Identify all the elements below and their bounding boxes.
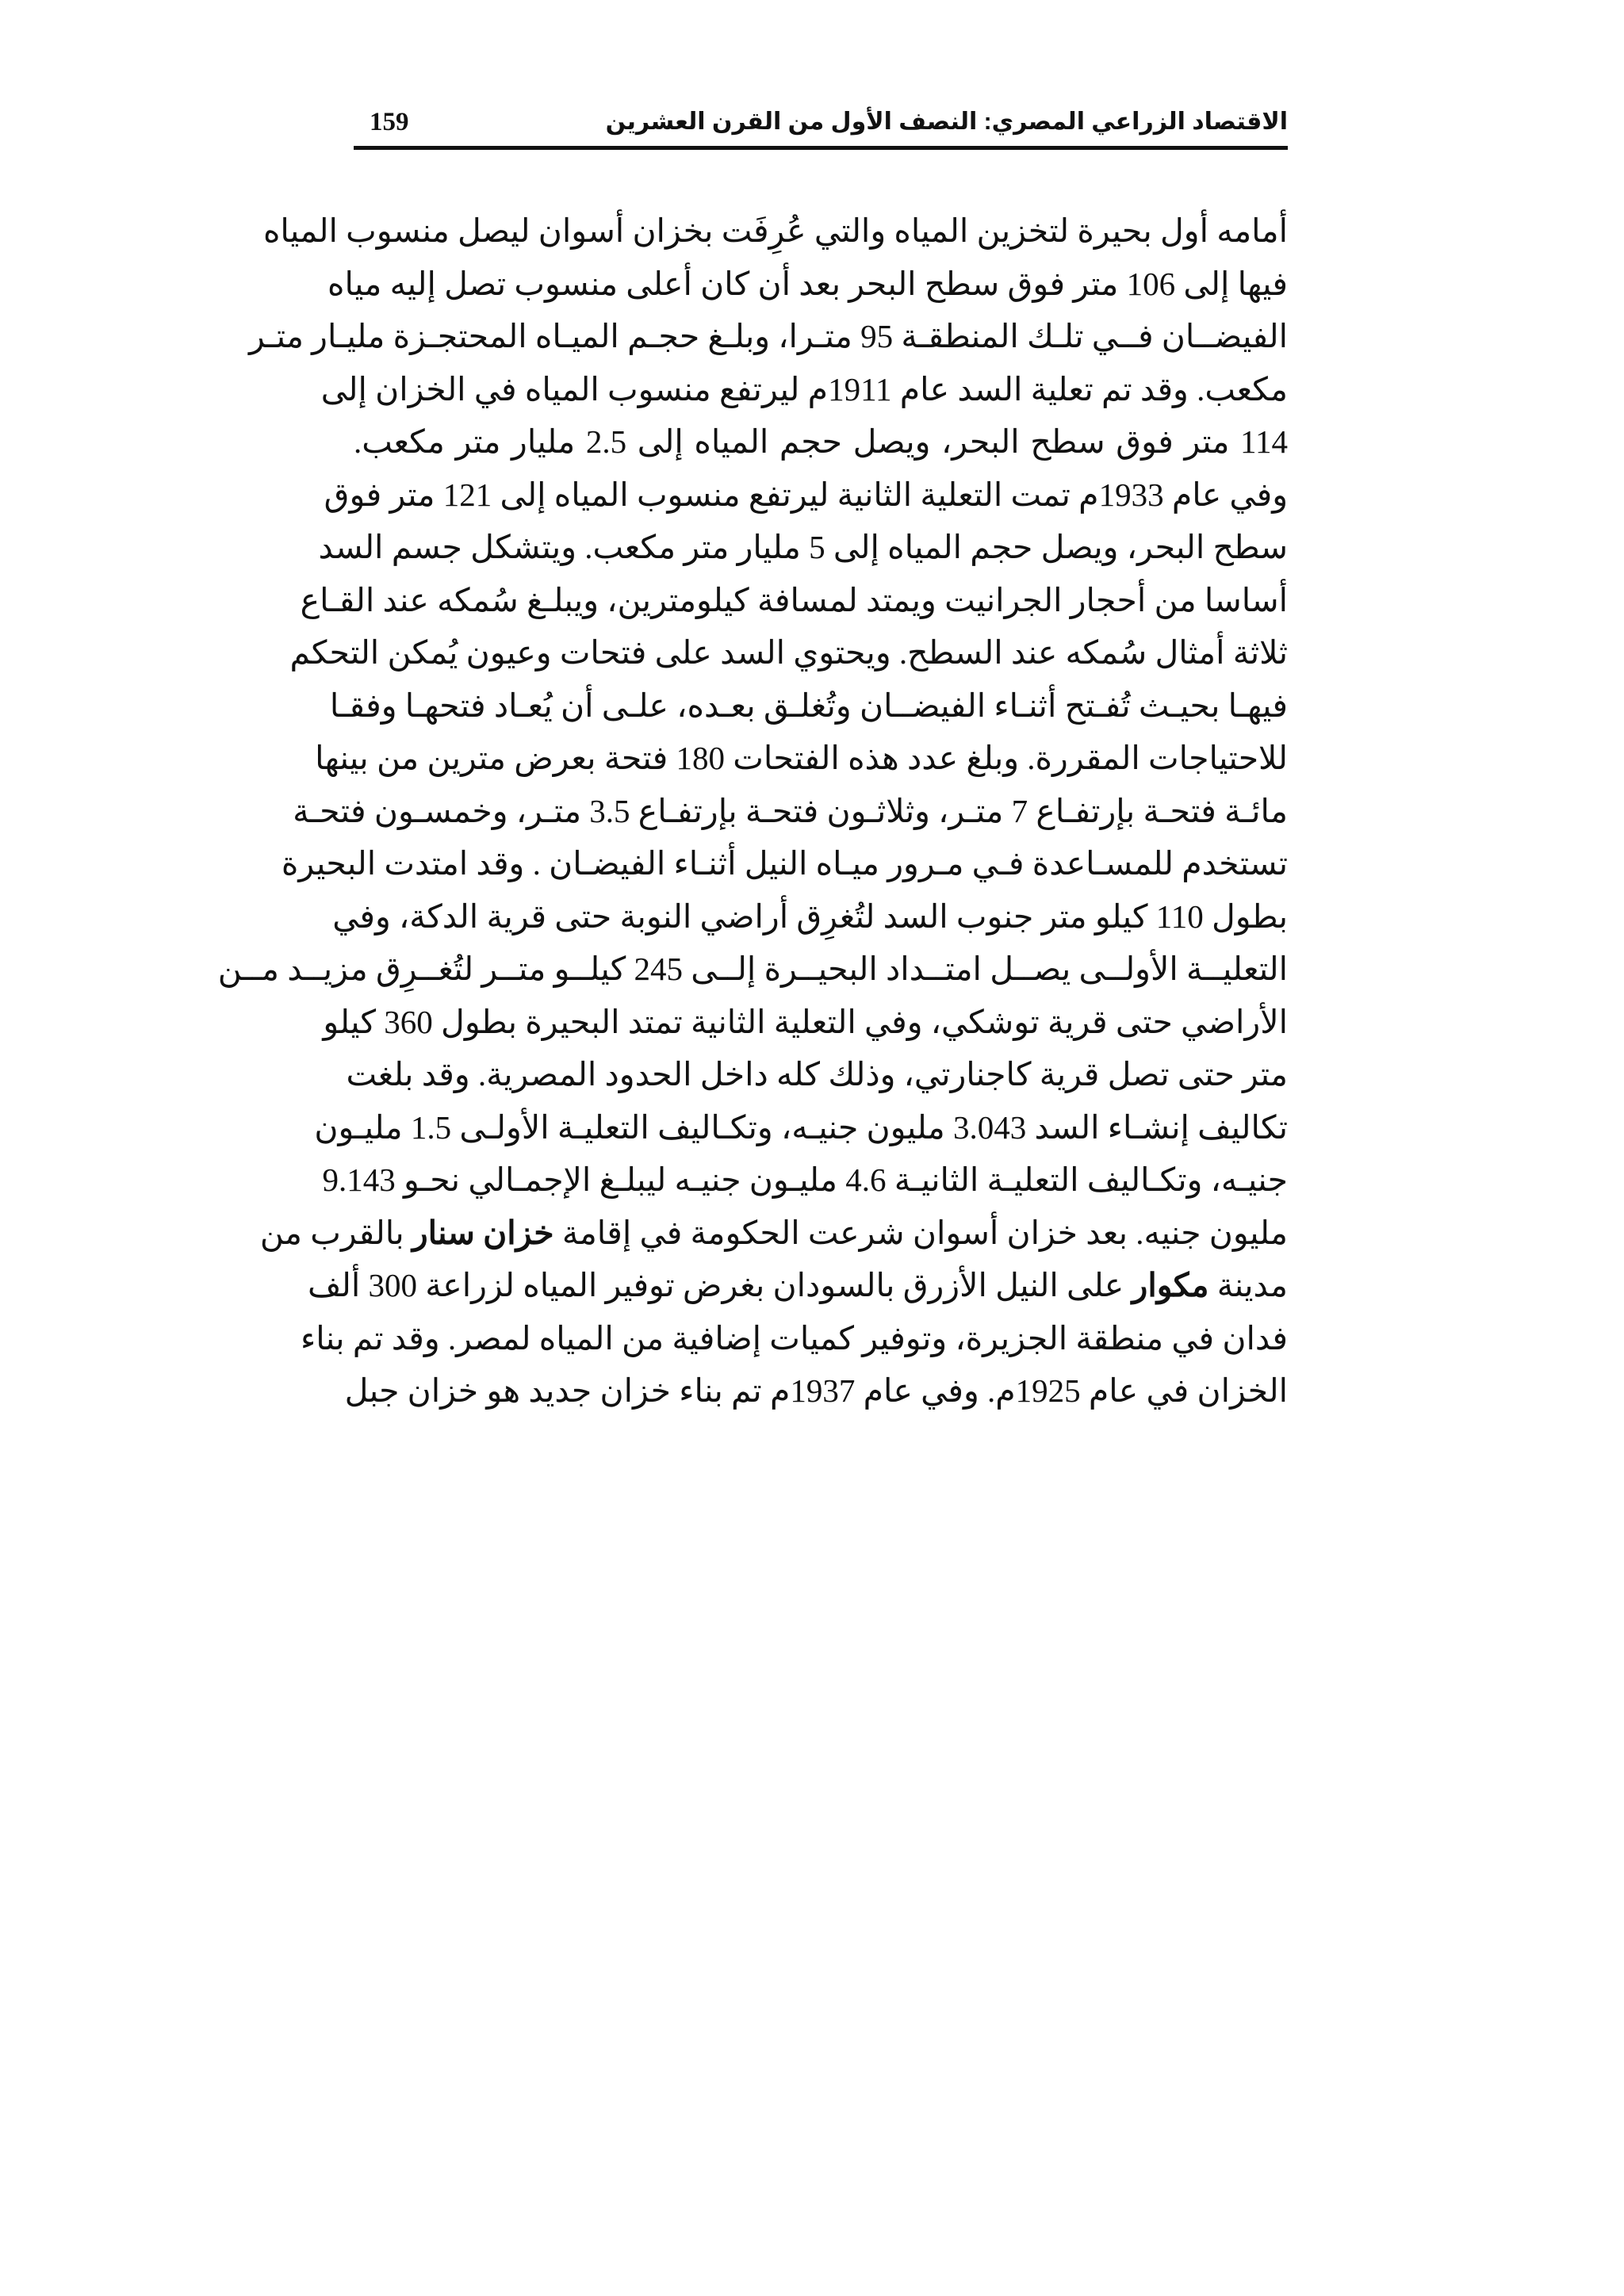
page-number: 159 bbox=[370, 108, 409, 136]
text-line-18: تكاليف إنشـاء السد 3.043 مليون جنيـه، وتكـاليف التعليـة الأولـى 1.5 مليـون bbox=[314, 1108, 1288, 1146]
text-line-3: الفيضــان فــي تلـك المنطقـة 95 متـرا، وبلـغ حجـم الميـاه المحتجـزة مليـار متـر bbox=[248, 318, 1288, 354]
text-segment: بالقرب من bbox=[259, 1214, 412, 1251]
text-line-10: فيهـا بحيـث تُفـتح أثنـاء الفيضــان وتُغلـق بعـده، علـى أن يُعـاد فتحهـا وفقـا bbox=[329, 687, 1288, 724]
bold-term-sennar-dam: خزان سنار bbox=[412, 1214, 554, 1251]
text-line-14: بطول 110 كيلو متر جنوب السد لتُغرِق أراضي النوبة حتى قرية الدكة، وفي bbox=[332, 897, 1288, 935]
text-line-23: الخزان في عام 1925م. وفي عام 1937م تم بناء خزان جديد هو خزان جبل bbox=[344, 1372, 1288, 1409]
text-line-21 bbox=[307, 1259, 1288, 1312]
text-line-13: تستخدم للمسـاعدة فـي مـرور ميـاه النيل أثنـاء الفيضـان . وقد امتدت البحيرة bbox=[281, 845, 1288, 882]
text-line-2: فيها إلى 106 متر فوق سطح البحر بعد أن كان أعلى منسوب تصل إليه مياه bbox=[327, 265, 1288, 302]
text-line-15: التعليــة الأولــى يصــل امتــداد البحيــرة إلــى 245 كيلــو متــر لتُغــرِق مزيــد مــن bbox=[217, 951, 1288, 987]
text-line-16: الأراضي حتى قرية توشكي، وفي التعلية الثانية تمتد البحيرة بطول 360 كيلو bbox=[323, 1003, 1288, 1040]
header-title: الاقتصاد الزراعي المصري: النصف الأول من القرن العشرين bbox=[605, 109, 1288, 135]
text-line-6: وفي عام 1933م تمت التعلية الثانية ليرتفع منسوب المياه إلى 121 متر فوق bbox=[324, 476, 1288, 513]
text-line-4: مكعب. وقد تم تعلية السد عام 1911م ليرتفع منسوب المياه في الخزان إلى bbox=[320, 370, 1288, 408]
text-line-22: فدان في منطقة الجزيرة، وتوفير كميات إضافية من المياه لمصر. وقد تم بناء bbox=[300, 1319, 1288, 1357]
text-line-5: 114 متر فوق سطح البحر، ويصل حجم المياه إلى 2.5 مليار متر مكعب. bbox=[354, 423, 1288, 460]
text-line-12: مائـة فتحـة بإرتفـاع 7 متـر، وثلاثـون فتحـة بإرتفـاع 3.5 متـر، وخمسـون فتحـة bbox=[293, 792, 1288, 829]
bold-term-makwar: مكوار bbox=[1132, 1267, 1209, 1303]
text-segment: مدينة bbox=[1208, 1267, 1288, 1303]
text-line-1: أمامه أول بحيرة لتخزين المياه والتي عُرِفَت بخزان أسوان ليصل منسوب المياه bbox=[262, 212, 1288, 249]
text-line-8: أساسا من أحجار الجرانيت ويمتد لمسافة كيلومترين، ويبلـغ سُمكه عند القـاع bbox=[300, 581, 1288, 618]
body-text bbox=[217, 205, 1288, 1418]
text-segment: على النيل الأزرق بالسودان بغرض توفير المياه لزراعة 300 ألف bbox=[307, 1267, 1132, 1303]
text-segment: مليون جنيه. بعد خزان أسوان شرعت الحكومة في إقامة bbox=[553, 1214, 1288, 1251]
text-line-20 bbox=[259, 1207, 1288, 1260]
text-line-11: للاحتياجات المقررة. وبلغ عدد هذه الفتحات 180 فتحة بعرض مترين من بينها bbox=[315, 740, 1288, 776]
header-rule bbox=[354, 146, 1288, 150]
running-header bbox=[354, 98, 1288, 149]
text-line-9: ثلاثة أمثال سُمكه عند السطح. ويحتوي السد على فتحات وعيون يُمكن التحكم bbox=[289, 634, 1288, 671]
text-line-17: متر حتى تصل قرية كاجنارتي، وذلك كله داخل الحدود المصرية. وقد بلغت bbox=[346, 1056, 1288, 1093]
text-line-19: جنيـه، وتكـاليف التعليـة الثانيـة 4.6 مليـون جنيـه ليبلـغ الإجمـالي نحـو 9.143 bbox=[322, 1161, 1288, 1198]
text-line-7: سطح البحر، ويصل حجم المياه إلى 5 مليار متر مكعب. ويتشكل جسم السد bbox=[318, 529, 1288, 565]
